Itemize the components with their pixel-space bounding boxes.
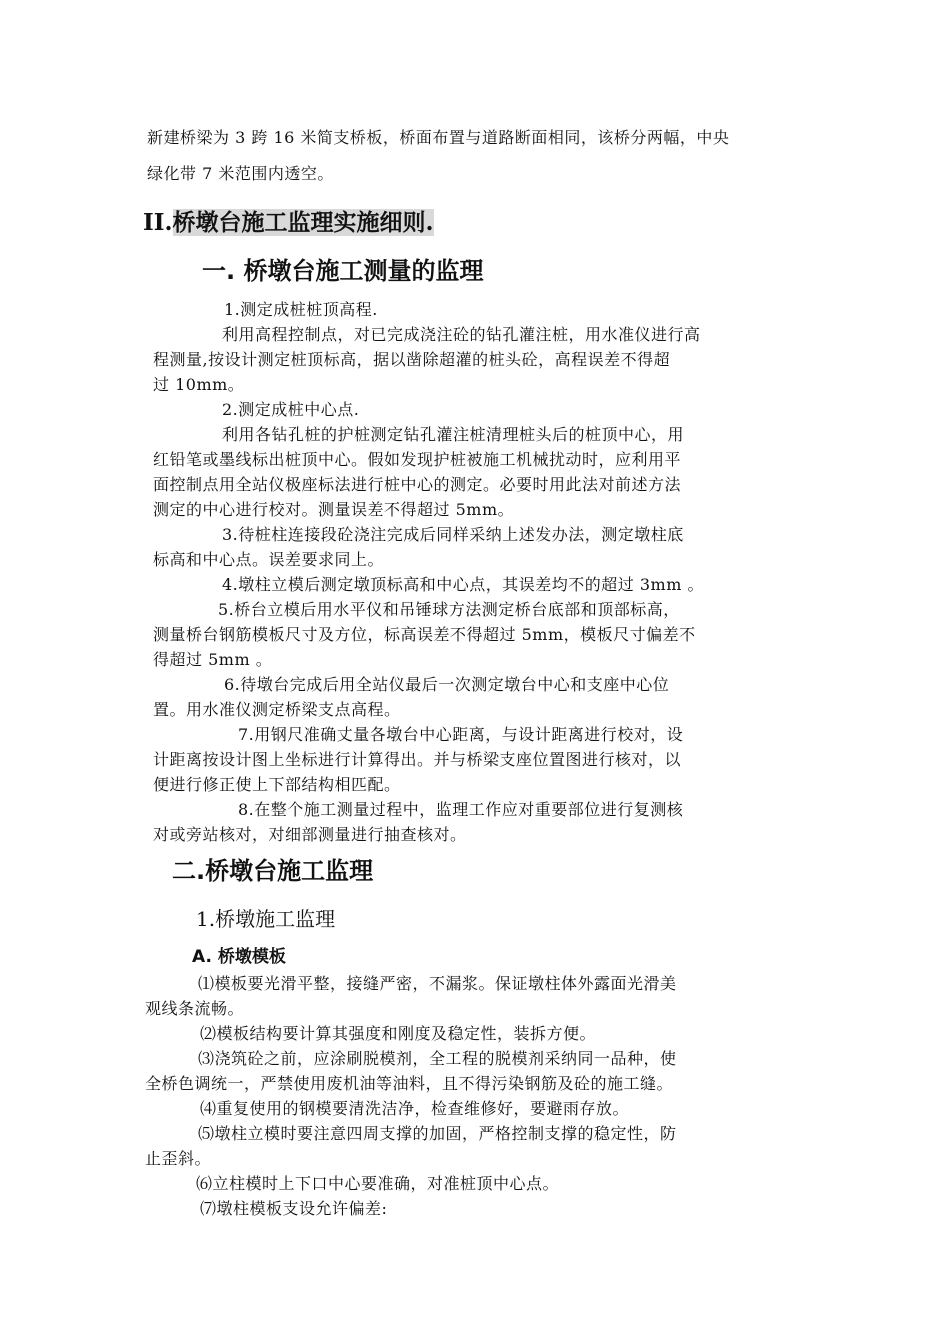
body-line: ⑹立柱模时上下口中心要准确，对准桩顶中心点。: [196, 1174, 560, 1193]
section2-subtitle: 1.桥墩施工监理: [196, 907, 336, 931]
body-line: 全桥色调统一，严禁使用废机油等油料，且不得污染钢筋及砼的施工缝。: [145, 1074, 674, 1093]
body-line: 3.待桩柱连接段砼浇注完成后同样采纳上述发办法，测定墩柱底: [222, 525, 684, 544]
body-line: 测量桥台钢筋模板尺寸及方位，标高误差不得超过 5mm，模板尺寸偏差不: [153, 625, 696, 644]
intro-line: 绿化带 7 米范围内透空。: [147, 164, 334, 183]
body-line: ⑶浇筑砼之前，应涂刷脱模剂，全工程的脱模剂采纳同一品种，使: [198, 1049, 677, 1068]
body-line: 红铅笔或墨线标出桩顶中心。假如发现护桩被施工机械扰动时，应利用平: [153, 450, 682, 469]
body-line: 程测量,按设计测定桩顶标高，据以凿除超灌的桩头砼，高程误差不得超: [153, 350, 671, 369]
body-line: 计距离按设计图上坐标进行计算得出。并与桥梁支座位置图进行核对，以: [153, 750, 682, 769]
body-line: 6.待墩台完成后用全站仪最后一次测定墩台中心和支座中心位: [224, 675, 670, 694]
body-line: ⑵模板结构要计算其强度和刚度及稳定性，装拆方便。: [200, 1024, 597, 1043]
body-line: 便进行修正使上下部结构相匹配。: [153, 775, 401, 794]
main-heading: [143, 209, 434, 237]
section1-title: 一. 桥墩台施工测量的监理: [202, 257, 484, 285]
body-line: 标高和中心点。误差要求同上。: [153, 550, 385, 569]
body-line: ⑸墩柱立模时要注意四周支撑的加固，严格控制支撑的稳定性，防: [198, 1124, 677, 1143]
body-line: 观线条流畅。: [145, 999, 245, 1018]
section2-title: 二.桥墩台施工监理: [172, 857, 374, 885]
body-line: 8.在整个施工测量过程中，监理工作应对重要部位进行复测核: [238, 800, 684, 819]
body-line: 1.测定成桩桩顶高程.: [224, 300, 378, 319]
body-line: 利用高程控制点，对已完成浇注砼的钻孔灌注桩，用水准仪进行高: [222, 325, 701, 344]
main-heading-text: 桥墩台施工监理实施细则.: [172, 209, 434, 236]
body-line: 过 10mm。: [153, 375, 245, 394]
body-line: ⑴模板要光滑平整，接缝严密，不漏浆。保证墩柱体外露面光滑美: [198, 974, 677, 993]
main-heading-prefix: II.: [143, 209, 173, 236]
body-line: 止歪斜。: [145, 1149, 212, 1168]
section2-subsubtitle: A. 桥墩模板: [192, 947, 286, 967]
body-line: 测定的中心进行校对。测量误差不得超过 5mm。: [153, 500, 515, 519]
body-line: ⑷重复使用的钢模要清洗洁净，检查维修好，要避雨存放。: [200, 1099, 630, 1118]
body-line: 4.墩柱立模后测定墩顶标高和中心点，其误差均不的超过 3mm 。: [222, 575, 704, 594]
body-line: 得超过 5mm 。: [153, 650, 273, 669]
intro-line: 新建桥梁为 3 跨 16 米简支桥板，桥面布置与道路断面相同，该桥分两幅，中央: [147, 128, 730, 147]
body-line: 面控制点用全站仪极座标法进行桩中心的测定。必要时用此法对前述方法: [153, 475, 682, 494]
body-line: 2.测定成桩中心点.: [222, 400, 360, 419]
body-line: ⑺墩柱模板支设允许偏差:: [200, 1199, 388, 1218]
body-line: 5.桥台立模后用水平仪和吊锤球方法测定桥台底部和顶部标高，: [218, 600, 680, 619]
body-line: 利用各钻孔桩的护桩测定钻孔灌注桩清理桩头后的桩顶中心，用: [222, 425, 685, 444]
body-line: 置。用水准仪测定桥梁支点高程。: [153, 700, 401, 719]
body-line: 7.用钢尺准确丈量各墩台中心距离，与设计距离进行校对，设: [238, 725, 684, 744]
body-line: 对或旁站核对，对细部测量进行抽查核对。: [153, 825, 467, 844]
